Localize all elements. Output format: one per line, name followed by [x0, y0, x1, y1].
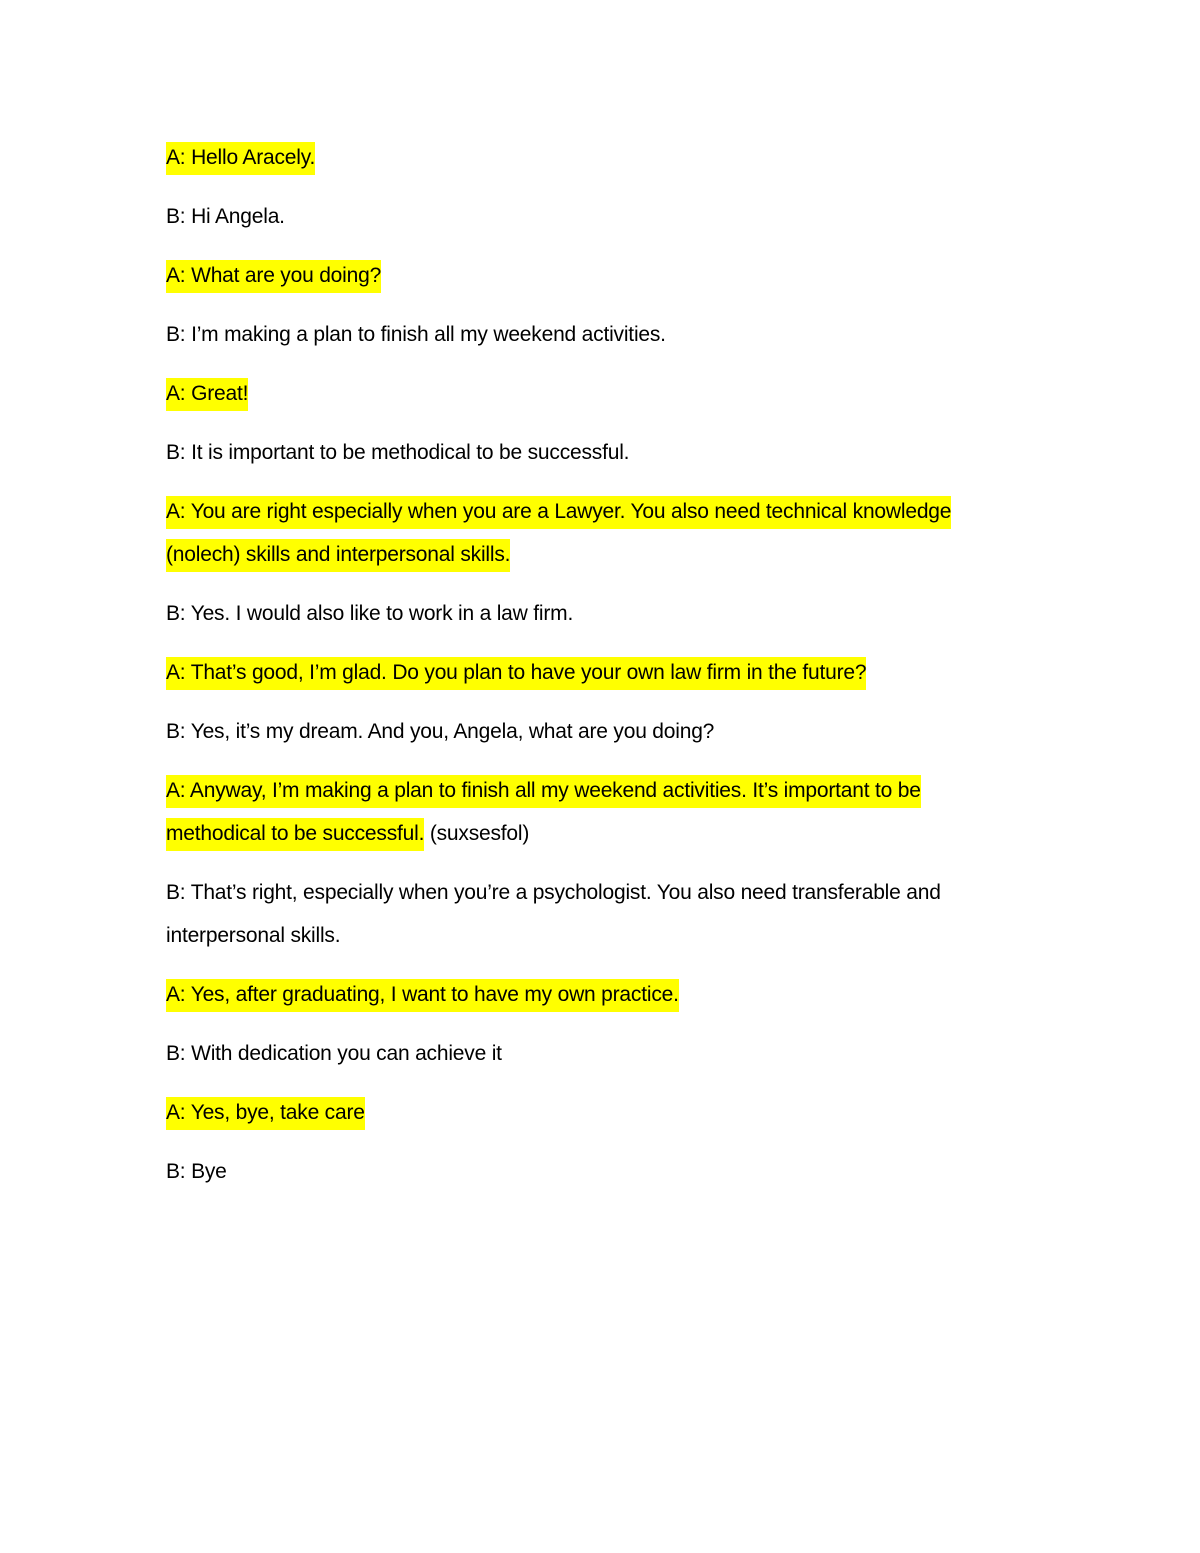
- highlighted-text: A: Yes, bye, take care: [166, 1097, 365, 1130]
- dialogue-line-b: [166, 592, 996, 635]
- dialogue-line-a: [166, 769, 996, 855]
- plain-text: B: It is important to be methodical to be successful.: [166, 441, 630, 464]
- highlighted-text: A: Yes, after graduating, I want to have my own practice.: [166, 979, 679, 1012]
- dialogue-line-b: [166, 871, 996, 957]
- dialogue-line-b: [166, 1150, 996, 1193]
- dialogue-line-b: [166, 1032, 996, 1075]
- dialogue-line-b: [166, 313, 996, 356]
- highlighted-text: A: That’s good, I’m glad. Do you plan to have your own law firm in the future?: [166, 657, 866, 690]
- dialogue-line-a: [166, 973, 996, 1016]
- plain-text: B: That’s right, especially when you’re a psychologist. You also need transferable and interpersonal skills.: [166, 881, 941, 947]
- plain-text: (suxsesfol): [424, 822, 530, 845]
- dialogue-line-a: [166, 372, 996, 415]
- highlighted-text: A: You are right especially when you are a Lawyer. You also need technical knowledge (nolech) skills and interpersonal skills.: [166, 496, 951, 572]
- highlighted-text: A: Anyway, I’m making a plan to finish all my weekend activities. It’s important to be methodical to be successful.: [166, 775, 921, 851]
- dialogue-line-a: [166, 254, 996, 297]
- dialogue-line-a: [166, 651, 996, 694]
- plain-text: B: Yes, it’s my dream. And you, Angela, what are you doing?: [166, 720, 715, 743]
- highlighted-text: A: What are you doing?: [166, 260, 381, 293]
- plain-text: B: I’m making a plan to finish all my weekend activities.: [166, 323, 666, 346]
- plain-text: B: Bye: [166, 1160, 227, 1183]
- dialogue-line-b: [166, 710, 996, 753]
- highlighted-text: A: Hello Aracely.: [166, 142, 315, 175]
- plain-text: B: With dedication you can achieve it: [166, 1042, 502, 1065]
- dialogue-line-a: [166, 1091, 996, 1134]
- dialogue-line-a: [166, 490, 996, 576]
- plain-text: B: Hi Angela.: [166, 205, 285, 228]
- dialogue-line-b: [166, 195, 996, 238]
- plain-text: B: Yes. I would also like to work in a law firm.: [166, 602, 574, 625]
- dialogue-line-a: [166, 136, 996, 179]
- highlighted-text: A: Great!: [166, 378, 248, 411]
- dialogue-body: [166, 136, 996, 1209]
- dialogue-line-b: [166, 431, 996, 474]
